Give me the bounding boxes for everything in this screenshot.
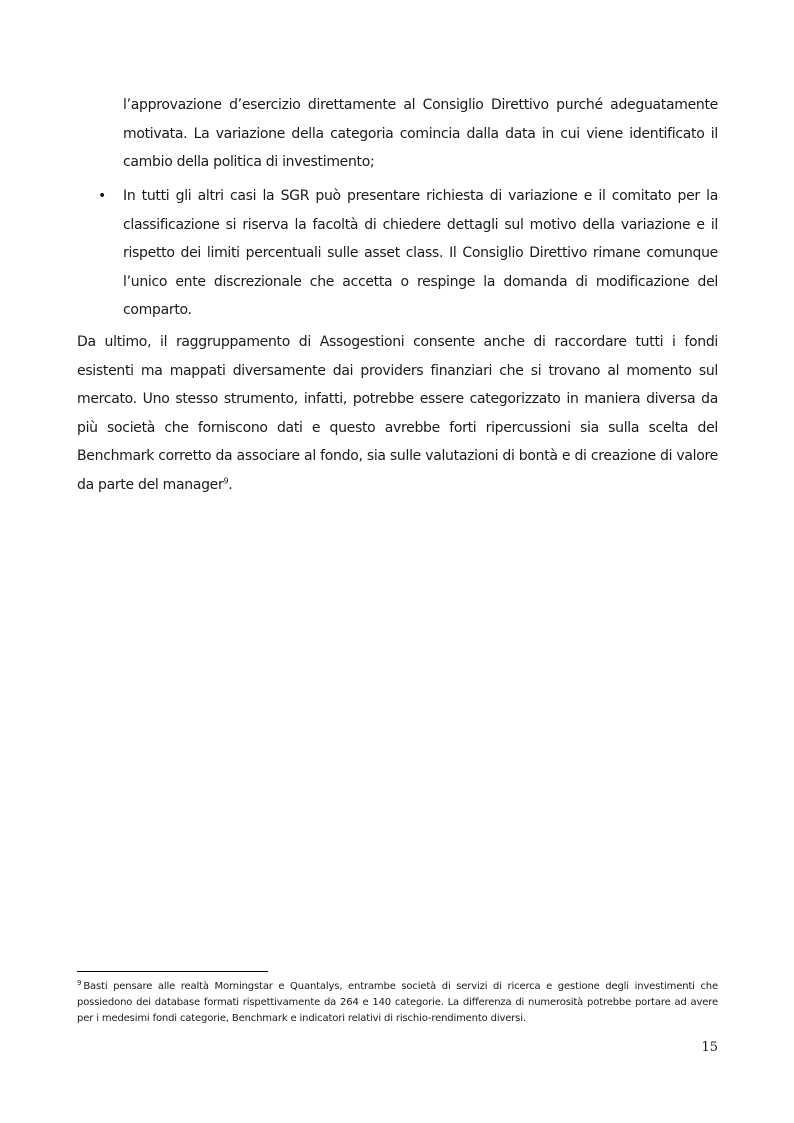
continued-text: l’approvazione d’esercizio direttamente al Consiglio Direttivo purché adeguatamente motivata. La variazione della categoria comincia dalla data in cui viene identificato il cambio della politica di investimento;	[123, 97, 718, 171]
bullet-list-item	[77, 182, 718, 325]
paragraph-text: Da ultimo, il raggruppamento di Assogestioni consente anche di raccordare tutti i fondi esistenti ma mappati diversamente dai providers finanziari che si trovano al momento sul mercato. Uno stesso strumento, infatti, potrebbe essere categorizzato in maniera diversa da più società che forniscono dati e questo avrebbe forti ripercussioni sia sulla scelta del Benchmark corretto da associare al fondo, sia sulle valutazioni di bontà e di creazione di valore da parte del manager	[77, 334, 718, 493]
continued-list-text	[123, 91, 718, 177]
bullet-item-text: In tutti gli altri casi la SGR può presentare richiesta di variazione e il comitato per la classificazione si riserva la facoltà di chiedere dettagli sul motivo della variazione e il rispetto dei limiti percentuali sulle asset class. Il Consiglio Direttivo rimane comunque l’unico ente discrezionale che accetta o respinge la domanda di modificazione del comparto.	[123, 188, 718, 319]
bullet-icon: •	[98, 188, 106, 204]
footnote-reference[interactable]: 9	[223, 476, 229, 486]
page-number: 15	[701, 1040, 718, 1055]
footnote-text: Basti pensare alle realtà Morningstar e Quantalys, entrambe società di servizi di ricerca e gestione degli investimenti che possiedono dei database formati rispettivamente da 264 e 140 categorie. La differenza di numerosità potrebbe portare ad avere per i medesimi fondi categorie, Benchmark e indicatori relativi di rischio-rendimento diversi.	[77, 981, 718, 1024]
footnote-mark: 9	[77, 978, 82, 987]
paragraph-end: .	[228, 476, 233, 493]
footnote	[77, 979, 718, 1027]
body-paragraph	[77, 328, 718, 500]
footnote-separator	[77, 971, 268, 972]
